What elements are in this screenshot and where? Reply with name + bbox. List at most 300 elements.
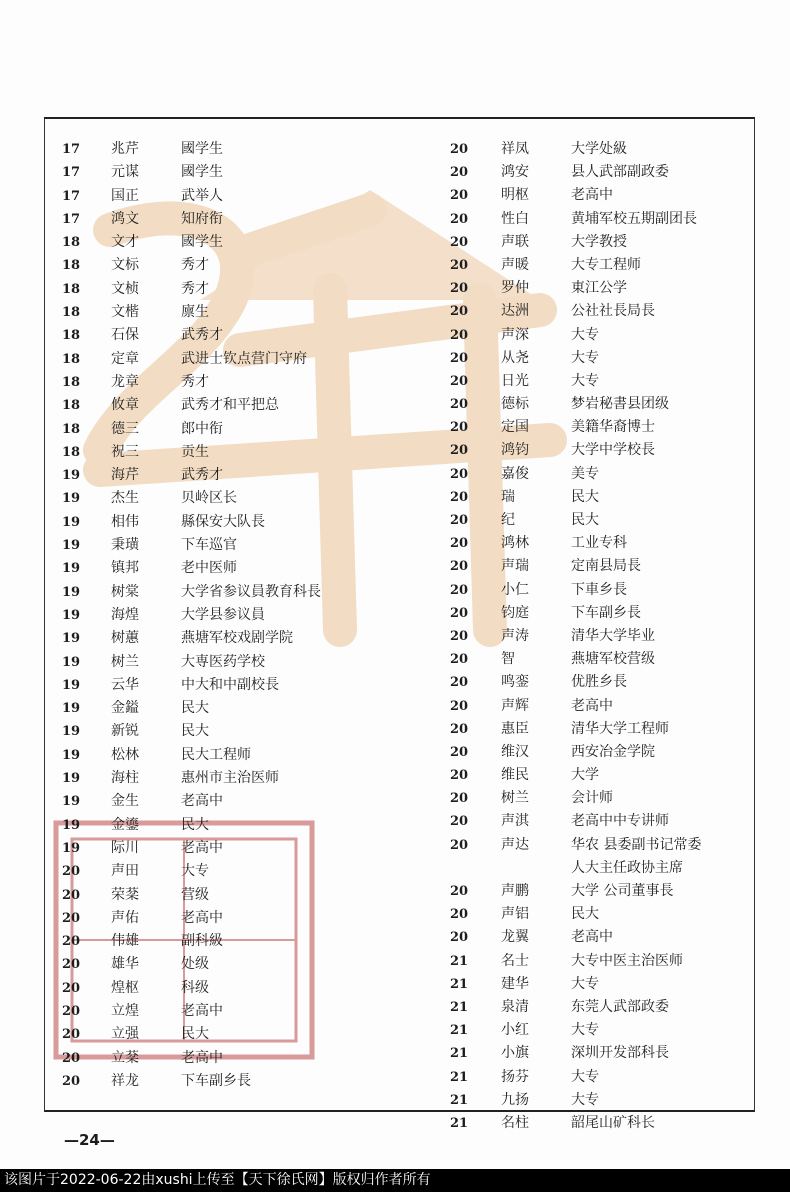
generation-number: 20 bbox=[449, 397, 469, 413]
person-title: 下车副乡長 bbox=[181, 1072, 251, 1089]
person-name: 煌枢 bbox=[111, 979, 139, 996]
table-row bbox=[58, 1047, 398, 1070]
person-name: 伟雄 bbox=[111, 933, 139, 950]
person-name: 文才 bbox=[111, 234, 139, 251]
table-row bbox=[58, 534, 398, 557]
person-title: 秀才 bbox=[181, 280, 209, 297]
generation-number: 20 bbox=[449, 350, 469, 366]
person-title: 大专 bbox=[571, 975, 599, 992]
person-name: 声涛 bbox=[501, 627, 529, 644]
generation-number: 20 bbox=[449, 884, 469, 899]
table-row bbox=[446, 184, 746, 207]
generation-number: 20 bbox=[61, 1027, 81, 1043]
person-title: 民大 bbox=[571, 906, 599, 923]
person-name: 国正 bbox=[111, 187, 139, 204]
generation-number: 19 bbox=[61, 491, 81, 507]
person-title: 下车副乡長 bbox=[571, 604, 641, 621]
person-title: 國学生 bbox=[181, 141, 223, 157]
person-title: 美专 bbox=[571, 465, 599, 482]
generation-number: 20 bbox=[449, 165, 469, 181]
generation-number: 18 bbox=[61, 444, 81, 460]
table-row bbox=[446, 416, 746, 439]
generation-number: 18 bbox=[61, 281, 81, 297]
generation-number: 20 bbox=[449, 652, 469, 668]
generation-number: 20 bbox=[449, 698, 469, 714]
generation-number: 20 bbox=[449, 536, 469, 552]
generation-number: 20 bbox=[61, 864, 81, 880]
table-row bbox=[58, 977, 398, 1000]
person-title: 优胜乡長 bbox=[571, 674, 627, 691]
person-title: 梦岩秘書县团级 bbox=[571, 396, 669, 413]
person-title: 郎中衔 bbox=[181, 420, 223, 437]
table-row bbox=[446, 254, 746, 277]
generation-number: 18 bbox=[61, 421, 81, 437]
person-title: 燕塘军校营级 bbox=[571, 651, 655, 668]
person-title: 大学处級 bbox=[571, 141, 627, 157]
generation-number: 21 bbox=[449, 1115, 469, 1131]
person-name: 声达 bbox=[501, 836, 529, 853]
generation-number: 17 bbox=[61, 211, 81, 227]
person-title: 老高中 bbox=[181, 839, 223, 856]
generation-number: 21 bbox=[449, 999, 469, 1015]
table-row bbox=[446, 532, 746, 555]
person-name: 德三 bbox=[111, 420, 139, 437]
person-name: 海煌 bbox=[111, 606, 139, 623]
table-row bbox=[446, 718, 746, 741]
person-title: 贝岭区长 bbox=[181, 490, 237, 507]
person-name: 金鎏 bbox=[111, 816, 139, 833]
person-title: 西安冶金学院 bbox=[571, 743, 655, 760]
generation-number: 20 bbox=[449, 837, 469, 853]
table-row bbox=[446, 347, 746, 370]
person-name: 明枢 bbox=[501, 187, 529, 204]
person-title: 大专 bbox=[571, 372, 599, 389]
generation-number: 19 bbox=[61, 607, 81, 623]
table-row bbox=[446, 1042, 746, 1065]
table-row bbox=[58, 884, 398, 907]
person-name: 秉璜 bbox=[111, 537, 139, 554]
generation-number: 20 bbox=[449, 327, 469, 343]
generation-number: 20 bbox=[449, 211, 469, 227]
person-title: 老高中 bbox=[181, 1049, 223, 1066]
table-row bbox=[446, 764, 746, 787]
left-column bbox=[58, 138, 398, 1093]
person-name: 声联 bbox=[501, 233, 529, 250]
person-name: 兆芹 bbox=[111, 141, 139, 157]
table-row bbox=[446, 602, 746, 625]
person-title: 惠州市主治医师 bbox=[181, 770, 279, 787]
person-name: 小旗 bbox=[501, 1045, 529, 1062]
generation-number: 20 bbox=[449, 304, 469, 320]
person-title: 大学 公司董事長 bbox=[571, 883, 674, 899]
table-row bbox=[58, 627, 398, 650]
person-name: 声辉 bbox=[501, 697, 529, 714]
generation-number: 21 bbox=[449, 1023, 469, 1039]
table-row bbox=[446, 834, 746, 857]
table-row bbox=[58, 953, 398, 976]
person-name: 元谋 bbox=[111, 164, 139, 181]
generation-number: 20 bbox=[449, 188, 469, 204]
person-title: 老高中 bbox=[571, 187, 613, 204]
generation-number: 19 bbox=[61, 538, 81, 554]
person-name: 声铝 bbox=[501, 906, 529, 923]
right-column bbox=[446, 138, 746, 1135]
generation-number: 20 bbox=[449, 582, 469, 598]
person-title: 民大 bbox=[181, 700, 209, 717]
table-row bbox=[446, 231, 746, 254]
generation-number: 21 bbox=[449, 976, 469, 992]
generation-number: 19 bbox=[61, 724, 81, 740]
generation-number: 19 bbox=[61, 584, 81, 600]
person-title: 民大 bbox=[181, 1026, 209, 1043]
generation-number: 19 bbox=[61, 561, 81, 577]
table-row bbox=[58, 860, 398, 883]
person-name: 立棻 bbox=[111, 1049, 139, 1066]
table-row bbox=[446, 1089, 746, 1112]
generation-number: 18 bbox=[61, 351, 81, 367]
person-title: 民大 bbox=[181, 816, 209, 833]
person-title: 大专 bbox=[571, 326, 599, 343]
person-name: 鸿文 bbox=[111, 210, 139, 227]
person-title: 副科級 bbox=[181, 933, 223, 950]
table-row bbox=[58, 138, 398, 161]
table-row bbox=[58, 208, 398, 231]
person-title: 大学教授 bbox=[571, 233, 627, 250]
person-name: 海芹 bbox=[111, 467, 139, 484]
person-name: 声田 bbox=[111, 863, 139, 880]
person-title: 大专 bbox=[571, 1022, 599, 1039]
table-row bbox=[58, 301, 398, 324]
person-name: 镇邦 bbox=[111, 560, 139, 577]
person-title: 大学县参议員 bbox=[181, 606, 265, 623]
generation-number: 20 bbox=[449, 675, 469, 691]
generation-number: 17 bbox=[61, 165, 81, 181]
person-name: 声深 bbox=[501, 326, 529, 343]
generation-number: 20 bbox=[449, 721, 469, 737]
table-row bbox=[58, 324, 398, 347]
generation-number: 19 bbox=[61, 654, 81, 670]
table-row bbox=[58, 930, 398, 953]
person-name: 树兰 bbox=[501, 790, 529, 807]
person-title: 大专中医主治医师 bbox=[571, 952, 683, 969]
person-name: 泉清 bbox=[501, 998, 529, 1015]
person-title: 老中医师 bbox=[181, 560, 237, 577]
person-title: 大学省参议員教育科長 bbox=[181, 583, 321, 600]
generation-number: 20 bbox=[449, 768, 469, 784]
person-name: 声佑 bbox=[111, 909, 139, 926]
table-row bbox=[446, 439, 746, 462]
table-row bbox=[446, 509, 746, 532]
person-title: 民大工程师 bbox=[181, 746, 251, 763]
table-row bbox=[446, 324, 746, 347]
generation-number: 20 bbox=[61, 1003, 81, 1019]
table-row bbox=[446, 300, 746, 323]
person-name: 嘉俊 bbox=[501, 465, 529, 482]
table-row bbox=[58, 697, 398, 720]
table-row bbox=[446, 370, 746, 393]
table-row bbox=[58, 371, 398, 394]
table-row bbox=[446, 161, 746, 184]
person-name: 树蕙 bbox=[111, 630, 139, 647]
table-row bbox=[58, 581, 398, 604]
person-title: 营级 bbox=[181, 886, 209, 903]
person-title: 民大 bbox=[181, 723, 209, 740]
generation-number: 20 bbox=[61, 1073, 81, 1089]
table-row bbox=[58, 907, 398, 930]
person-name: 名柱 bbox=[501, 1114, 529, 1131]
person-name: 攸章 bbox=[111, 397, 139, 414]
table-row bbox=[58, 441, 398, 464]
generation-number: 20 bbox=[449, 420, 469, 436]
person-title: 知府衔 bbox=[181, 210, 223, 227]
table-row bbox=[446, 277, 746, 300]
person-name: 纪 bbox=[501, 512, 515, 528]
person-title: 老高中 bbox=[181, 1002, 223, 1019]
table-row bbox=[446, 695, 746, 718]
table-row bbox=[58, 464, 398, 487]
generation-number: 20 bbox=[61, 887, 81, 903]
generation-number: 18 bbox=[61, 258, 81, 274]
person-name: 鸿林 bbox=[501, 535, 529, 552]
table-row bbox=[58, 837, 398, 860]
person-name: 文楷 bbox=[111, 304, 139, 321]
person-name: 相伟 bbox=[111, 513, 139, 530]
person-title: 大学 bbox=[571, 767, 599, 784]
person-title: 清华大学毕业 bbox=[571, 627, 655, 644]
generation-number: 19 bbox=[61, 771, 81, 787]
person-title: 深圳开发部科長 bbox=[571, 1045, 669, 1062]
table-row bbox=[446, 555, 746, 578]
table-row bbox=[446, 486, 746, 509]
person-title: 科级 bbox=[181, 979, 209, 996]
table-row bbox=[58, 487, 398, 510]
table-row bbox=[446, 973, 746, 996]
person-name: 定章 bbox=[111, 350, 139, 367]
person-title: 國学生 bbox=[181, 164, 223, 181]
table-row bbox=[446, 671, 746, 694]
table-row bbox=[58, 1023, 398, 1046]
person-name: 际川 bbox=[111, 839, 139, 856]
person-name: 声淇 bbox=[501, 813, 529, 830]
person-title: 大专工程师 bbox=[571, 256, 641, 273]
table-row bbox=[58, 278, 398, 301]
person-name: 维民 bbox=[501, 767, 529, 784]
person-name: 荣棻 bbox=[111, 886, 139, 903]
generation-number: 20 bbox=[449, 605, 469, 621]
table-row-continuation bbox=[446, 857, 746, 880]
person-name: 鸿安 bbox=[501, 164, 529, 181]
table-row bbox=[446, 1019, 746, 1042]
table-row bbox=[58, 254, 398, 277]
person-name: 建华 bbox=[501, 975, 529, 992]
table-row bbox=[58, 348, 398, 371]
table-row bbox=[58, 767, 398, 790]
person-title: 大专 bbox=[181, 863, 209, 880]
generation-number: 21 bbox=[449, 1069, 469, 1085]
generation-number: 20 bbox=[449, 281, 469, 297]
person-title: 工业专科 bbox=[571, 535, 627, 552]
person-name: 声鹏 bbox=[501, 883, 529, 899]
person-title: 東江公学 bbox=[571, 280, 627, 297]
generation-number: 20 bbox=[449, 559, 469, 575]
person-title: 贡生 bbox=[181, 443, 209, 460]
person-title: 大专 bbox=[571, 349, 599, 366]
generation-number: 18 bbox=[61, 305, 81, 321]
person-title: 武秀才 bbox=[181, 327, 223, 344]
person-title: 秀才 bbox=[181, 373, 209, 390]
person-title: 韶尾山矿科长 bbox=[571, 1114, 655, 1131]
generation-number: 17 bbox=[61, 188, 81, 204]
person-name: 声瑞 bbox=[501, 558, 529, 575]
person-title: 下车巡官 bbox=[181, 537, 237, 554]
table-row bbox=[58, 744, 398, 767]
generation-number: 20 bbox=[449, 489, 469, 505]
person-name: 扬芬 bbox=[501, 1068, 529, 1085]
person-name: 云华 bbox=[111, 676, 139, 693]
person-title: 公社社長局長 bbox=[571, 303, 655, 320]
generation-number: 20 bbox=[449, 373, 469, 389]
person-name: 名士 bbox=[501, 952, 529, 969]
person-name: 九扬 bbox=[501, 1091, 529, 1108]
person-title: 武举人 bbox=[181, 187, 223, 204]
person-title: 民大 bbox=[571, 512, 599, 528]
person-title: 华农 县委副书记常委 bbox=[571, 836, 702, 853]
person-title: 处级 bbox=[181, 956, 209, 973]
person-name: 杰生 bbox=[111, 490, 139, 507]
table-row bbox=[446, 393, 746, 416]
person-title: 县人武部副政委 bbox=[571, 164, 669, 181]
person-name: 定国 bbox=[501, 419, 529, 436]
person-name: 惠臣 bbox=[501, 720, 529, 737]
table-row bbox=[58, 790, 398, 813]
generation-number: 20 bbox=[449, 443, 469, 459]
person-title: 人大主任政协主席 bbox=[571, 859, 683, 876]
person-title: 定南县局長 bbox=[571, 558, 641, 575]
table-row bbox=[58, 651, 398, 674]
generation-number: 20 bbox=[449, 234, 469, 250]
person-name: 雄华 bbox=[111, 956, 139, 973]
generation-number: 19 bbox=[61, 817, 81, 833]
person-title: 下車乡長 bbox=[571, 581, 627, 598]
generation-number: 20 bbox=[61, 957, 81, 973]
person-name: 祥凤 bbox=[501, 141, 529, 157]
person-name: 达洲 bbox=[501, 303, 529, 320]
generation-number: 20 bbox=[449, 466, 469, 482]
table-row bbox=[58, 418, 398, 441]
person-name: 海柱 bbox=[111, 770, 139, 787]
generation-number: 20 bbox=[61, 980, 81, 996]
person-title: 老高中中专讲师 bbox=[571, 813, 669, 830]
generation-number: 21 bbox=[449, 1092, 469, 1108]
person-title: 黄埔军校五期副团長 bbox=[571, 210, 697, 227]
person-name: 性白 bbox=[501, 210, 529, 227]
person-name: 日光 bbox=[501, 372, 529, 389]
table-row bbox=[58, 674, 398, 697]
table-row bbox=[446, 903, 746, 926]
person-name: 维汉 bbox=[501, 743, 529, 760]
table-row bbox=[58, 557, 398, 580]
generation-number: 18 bbox=[61, 328, 81, 344]
table-row bbox=[446, 996, 746, 1019]
generation-number: 19 bbox=[61, 631, 81, 647]
person-name: 智 bbox=[501, 651, 515, 668]
person-title: 大専医药学校 bbox=[181, 653, 265, 670]
table-row bbox=[446, 1066, 746, 1089]
table-row bbox=[446, 463, 746, 486]
table-row bbox=[446, 138, 746, 161]
generation-number: 19 bbox=[61, 701, 81, 717]
person-title: 縣保安大队長 bbox=[181, 513, 265, 530]
generation-number: 20 bbox=[449, 791, 469, 807]
generation-number: 20 bbox=[61, 1050, 81, 1066]
person-name: 祝三 bbox=[111, 443, 139, 460]
person-name: 鸿钧 bbox=[501, 442, 529, 459]
person-title: 武秀才和平把总 bbox=[181, 397, 279, 414]
generation-number: 18 bbox=[61, 235, 81, 251]
person-name: 小仁 bbox=[501, 581, 529, 598]
person-name: 新锐 bbox=[111, 723, 139, 740]
person-title: 秀才 bbox=[181, 257, 209, 274]
person-title: 燕塘军校戏剧学院 bbox=[181, 630, 293, 647]
generation-number: 19 bbox=[61, 677, 81, 693]
generation-number: 20 bbox=[61, 934, 81, 950]
table-row bbox=[58, 231, 398, 254]
person-title: 老高中 bbox=[181, 909, 223, 926]
generation-number: 20 bbox=[449, 930, 469, 946]
person-title: 美籍华裔博士 bbox=[571, 419, 655, 436]
generation-number: 19 bbox=[61, 747, 81, 763]
generation-number: 21 bbox=[449, 1046, 469, 1062]
table-row bbox=[446, 810, 746, 833]
person-name: 树兰 bbox=[111, 653, 139, 670]
generation-number: 19 bbox=[61, 794, 81, 810]
person-name: 立强 bbox=[111, 1026, 139, 1043]
person-name: 树棠 bbox=[111, 583, 139, 600]
generation-number: 20 bbox=[449, 513, 469, 528]
generation-number: 20 bbox=[61, 910, 81, 926]
table-row bbox=[446, 950, 746, 973]
person-name: 龙章 bbox=[111, 373, 139, 390]
table-row bbox=[58, 185, 398, 208]
table-row bbox=[446, 648, 746, 671]
generation-number: 20 bbox=[449, 142, 469, 157]
table-row bbox=[58, 720, 398, 743]
person-title: 老高中 bbox=[571, 929, 613, 946]
table-row bbox=[58, 1000, 398, 1023]
person-name: 钧庭 bbox=[501, 604, 529, 621]
person-title: 大专 bbox=[571, 1091, 599, 1108]
generation-number: 18 bbox=[61, 398, 81, 414]
person-name: 声暖 bbox=[501, 256, 529, 273]
person-title: 会计师 bbox=[571, 790, 613, 807]
person-name: 金生 bbox=[111, 793, 139, 810]
table-row bbox=[58, 511, 398, 534]
person-name: 立煌 bbox=[111, 1002, 139, 1019]
person-name: 鸣銮 bbox=[501, 674, 529, 691]
generation-number: 20 bbox=[449, 744, 469, 760]
table-row bbox=[446, 926, 746, 949]
upload-footer: 该图片于2022-06-22由xushi上传至【天下徐氏网】版权归作者所有 bbox=[0, 1169, 790, 1192]
person-name: 罗仲 bbox=[501, 280, 529, 297]
person-title: 廪生 bbox=[181, 304, 209, 321]
person-title: 东莞人武部政委 bbox=[571, 998, 669, 1015]
table-row bbox=[58, 161, 398, 184]
person-title: 清华大学工程师 bbox=[571, 720, 669, 737]
person-title: 中大和中副校長 bbox=[181, 676, 279, 693]
table-row bbox=[446, 1112, 746, 1135]
table-row bbox=[446, 880, 746, 903]
person-name: 德标 bbox=[501, 396, 529, 413]
